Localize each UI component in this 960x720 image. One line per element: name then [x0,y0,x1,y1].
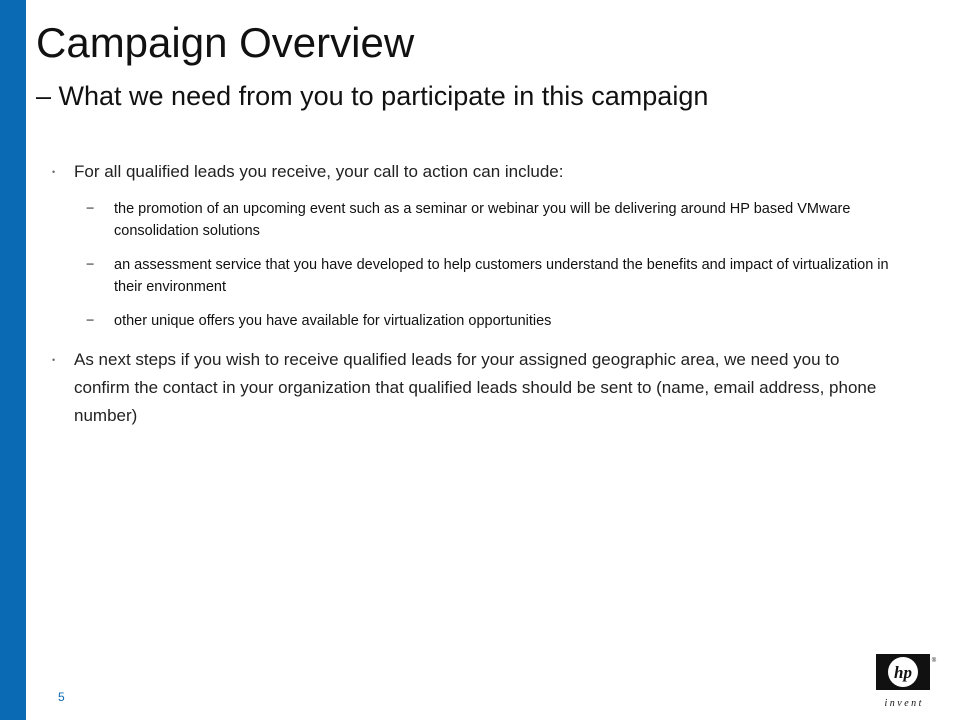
dash-icon: − [86,201,95,217]
slide-content [52,158,892,430]
dash-icon: − [86,313,95,329]
sub-item-assessment-service [52,254,892,298]
accent-side-bar [0,0,26,720]
bullet-text: As next steps if you wish to receive qualified leads for your assigned geographic area, we need you to confirm the contact in your organization that qualified leads should be sent to (name, email address, phone number) [74,350,877,425]
slide-title: Campaign Overview [36,19,415,66]
logo-tagline: i n v e n t [884,698,922,709]
bullet-icon: • [52,167,56,177]
bullet-text: For all qualified leads you receive, your call to action can include: [74,162,564,181]
registered-mark: ® [931,658,937,664]
page-number: 5 [58,690,65,704]
logo-mark: hp [894,663,912,682]
sub-item-text: an assessment service that you have developed to help customers understand the benefits and impact of virtualization in their environment [114,257,889,295]
bullet-item-next-steps [52,346,892,430]
sub-item-unique-offers [52,310,892,332]
sub-item-text: the promotion of an upcoming event such as a seminar or webinar you will be delivering around HP based VMware consolidation solutions [114,201,851,239]
bullet-icon: • [52,355,56,365]
dash-icon: − [86,257,95,273]
sub-item-event-promotion [52,198,892,242]
hp-invent-logo [876,654,938,712]
bullet-item-call-to-action [52,158,892,186]
sub-item-text: other unique offers you have available for virtualization opportunities [114,313,552,329]
slide-subtitle: – What we need from you to participate in this campaign [36,81,709,111]
